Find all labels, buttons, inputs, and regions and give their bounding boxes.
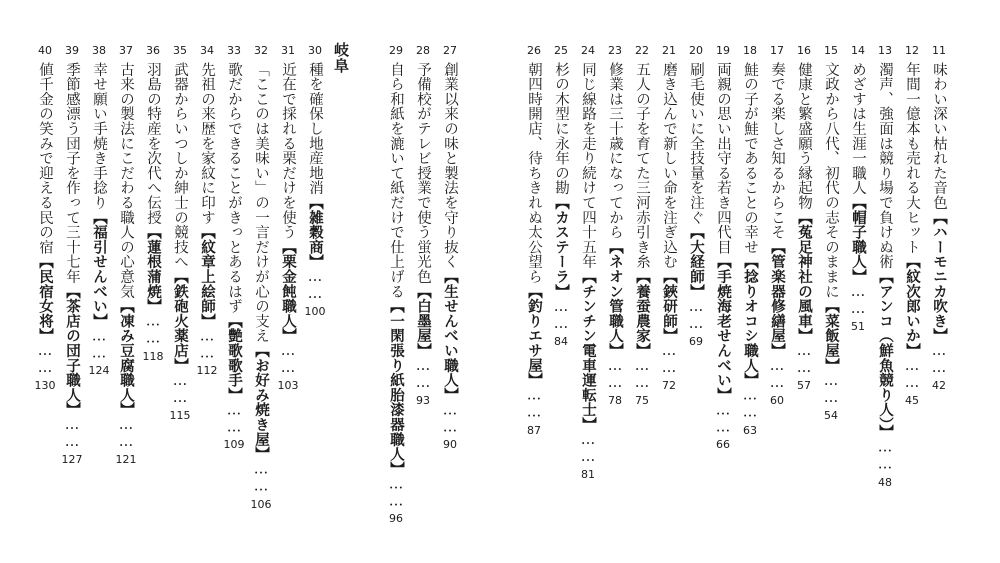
- leader-dots: ……: [253, 461, 269, 496]
- toc-entry[interactable]: [712, 42, 734, 522]
- entry-subtitle: 古来の製法にこだわる職人の心意気: [118, 62, 134, 299]
- entry-tag: 【紋章上絵師】: [199, 224, 216, 329]
- toc-entry[interactable]: [658, 42, 680, 522]
- entry-number: 16: [797, 44, 811, 57]
- toc-entry[interactable]: [820, 42, 842, 522]
- entry-number: 27: [443, 44, 457, 57]
- leader-dots: ……: [850, 284, 866, 319]
- toc-entry[interactable]: [685, 42, 707, 522]
- leader-dots: ……: [607, 358, 623, 393]
- entry-page-number: 100: [304, 305, 326, 319]
- entry-title: [88, 60, 110, 362]
- toc-entry[interactable]: [847, 42, 869, 522]
- entry-number: 11: [932, 44, 946, 57]
- toc-entry[interactable]: [88, 42, 110, 522]
- entry-title: [385, 60, 407, 510]
- entry-subtitle: 羽島の特産を次代へ伝授: [145, 62, 161, 225]
- entry-tag: 【カステーラ】: [553, 195, 570, 299]
- toc-entry[interactable]: [577, 42, 599, 522]
- entry-title: [250, 60, 272, 496]
- entry-number: 35: [173, 44, 187, 57]
- entry-number: 25: [554, 44, 568, 57]
- leader-dots: ……: [415, 358, 431, 392]
- entry-tag: 【白墨屋】: [415, 284, 432, 358]
- entry-subtitle: 歌だからできることがきっとあるはず: [226, 62, 242, 314]
- toc-entry[interactable]: [604, 42, 626, 522]
- leader-dots: ……: [661, 343, 677, 378]
- toc-entry[interactable]: [766, 42, 788, 522]
- leader-dots: ……: [634, 358, 650, 393]
- entry-page-number: 93: [416, 394, 430, 407]
- entry-title: [631, 60, 653, 392]
- toc-entry[interactable]: [115, 42, 137, 522]
- entry-tag: 【釣りエサ屋】: [526, 284, 543, 388]
- entry-number: 34: [200, 44, 214, 57]
- entry-title: [766, 60, 788, 392]
- entry-page-number: 57: [797, 379, 811, 393]
- entry-title: [169, 60, 191, 407]
- entry-page-number: 96: [389, 512, 403, 526]
- entry-title: [685, 60, 707, 333]
- entry-page-number: 112: [196, 364, 218, 378]
- toc-entry[interactable]: [793, 42, 815, 522]
- entry-title: [658, 60, 680, 377]
- entry-number: 22: [635, 44, 649, 57]
- entry-page-number: 121: [115, 453, 137, 467]
- leader-dots: ……: [307, 269, 323, 304]
- entry-number: 37: [119, 44, 133, 57]
- toc-entry[interactable]: [277, 42, 299, 522]
- entry-tag: 【鉄砲火薬店】: [172, 269, 189, 373]
- toc-entry[interactable]: [523, 42, 545, 522]
- entry-tag: 【生せんべい職人】: [442, 269, 459, 403]
- entry-page-number: 75: [635, 394, 649, 408]
- entry-page-number: 42: [932, 379, 946, 393]
- entry-tag: 【チンチン電車運転士】: [580, 269, 597, 433]
- leader-dots: ……: [553, 298, 569, 333]
- entry-subtitle: 予備校がテレビ授業で使う蛍光色: [415, 62, 431, 284]
- entry-number: 38: [92, 44, 106, 57]
- entry-tag: 【養蚕農家】: [634, 269, 651, 359]
- entry-subtitle: 磨き込んで新しい命を注ぎ込む: [661, 62, 677, 270]
- entry-tag: 【栗金飩職人】: [280, 239, 297, 344]
- toc-entry[interactable]: [901, 42, 923, 522]
- entry-subtitle: 文政から八代、初代の志そのままに: [823, 62, 839, 299]
- leader-dots: ……: [442, 402, 458, 437]
- entry-number: 24: [581, 44, 595, 57]
- entry-title: [874, 60, 896, 474]
- entry-number: 19: [716, 44, 730, 57]
- entry-subtitle: 同じ線路を走り続けて四十五年: [580, 62, 596, 270]
- leader-dots: ……: [688, 298, 704, 333]
- entry-subtitle: 味わい深い枯れた音色: [931, 62, 947, 210]
- leader-dots: ……: [742, 387, 758, 422]
- entry-tag: 【雑穀商】: [307, 195, 324, 270]
- entry-page-number: 72: [662, 379, 676, 393]
- entry-page-number: 69: [689, 334, 703, 348]
- entry-title: [304, 60, 326, 303]
- leader-dots: ……: [580, 432, 596, 467]
- entry-title: [793, 60, 815, 377]
- entry-page-number: 109: [223, 438, 245, 452]
- entry-tag: 【アンコ（鮮魚競り人）】: [877, 269, 894, 440]
- entry-subtitle: 武器からいつしか紳士の競技へ: [172, 62, 188, 270]
- entry-tag: 【菜飯屋】: [823, 298, 840, 373]
- entry-subtitle: 五人の子を育てた三河赤引き糸: [634, 62, 650, 270]
- entry-number: 29: [389, 44, 403, 57]
- entry-title: [34, 60, 56, 377]
- entry-title: [439, 60, 461, 436]
- entry-number: 30: [308, 44, 322, 57]
- entry-title: [142, 60, 164, 348]
- entry-title: [712, 60, 734, 436]
- entry-subtitle: 濁声、強面は競り場で負けぬ術: [877, 62, 893, 270]
- entry-subtitle: 年間一億本も売れる大ヒット: [904, 62, 920, 255]
- entry-tag: 【管楽器修繕屋】: [769, 239, 786, 359]
- leader-dots: ……: [796, 343, 812, 378]
- leader-dots: ……: [931, 343, 947, 378]
- leader-dots: ……: [388, 476, 404, 511]
- entry-tag: 【鋏研師】: [661, 269, 678, 344]
- toc-entry[interactable]: [34, 42, 56, 522]
- entry-tag: 【お好み焼き屋】: [253, 343, 270, 462]
- leader-dots: ……: [145, 313, 161, 348]
- entry-number: 31: [281, 44, 295, 57]
- toc-entry[interactable]: [169, 42, 191, 522]
- toc-entry[interactable]: [385, 42, 407, 526]
- entry-number: 15: [824, 44, 838, 57]
- entry-subtitle: 幸せ願い手焼き手捻り: [91, 62, 107, 210]
- entry-tag: 【手焼海老せんべい】: [715, 254, 732, 403]
- entry-subtitle: 鮭の子が鮭であることの幸せ: [742, 62, 758, 255]
- entry-title: [223, 60, 245, 436]
- entry-number: 12: [905, 44, 919, 57]
- entry-page-number: 51: [851, 320, 865, 334]
- entry-number: 36: [146, 44, 160, 57]
- toc-entry[interactable]: [196, 42, 218, 522]
- entry-page-number: 63: [743, 423, 757, 437]
- entry-number: 39: [65, 44, 79, 57]
- entry-tag: 【凍み豆腐職人】: [118, 298, 135, 418]
- entry-page-number: 84: [554, 334, 568, 348]
- entry-subtitle: 朝四時開店、待ちきれぬ太公望ら: [526, 62, 542, 284]
- entry-title: [604, 60, 626, 392]
- entry-tag: 【茶店の団子職人】: [64, 284, 81, 418]
- entry-tag: 【ネオン管職人】: [607, 239, 624, 359]
- toc-entry[interactable]: [550, 42, 572, 522]
- entry-title: [115, 60, 137, 451]
- entry-page-number: 115: [169, 408, 191, 422]
- entry-tag: 【帽子職人】: [850, 195, 867, 285]
- entry-title: [928, 60, 950, 377]
- entry-tag: 【一閑張り紙胎漆器職人】: [388, 298, 405, 477]
- entry-number: 23: [608, 44, 622, 57]
- entry-title: [523, 60, 545, 422]
- entry-page-number: 87: [527, 423, 541, 437]
- entry-page-number: 106: [250, 497, 272, 511]
- section-heading-gifu: 岐阜: [332, 42, 350, 74]
- toc-entry[interactable]: [739, 42, 761, 522]
- entry-subtitle: 値千金の笑みで迎える民の宿: [37, 62, 53, 255]
- toc-entry[interactable]: [928, 42, 950, 522]
- entry-tag: 【捻りオコシ職人】: [742, 254, 759, 388]
- leader-dots: ……: [91, 328, 107, 363]
- entry-number: 32: [254, 44, 268, 57]
- entry-number: 33: [227, 44, 241, 57]
- entry-page-number: 118: [142, 349, 164, 363]
- entry-title: [901, 60, 923, 392]
- entry-number: 21: [662, 44, 676, 57]
- entry-subtitle: めざすは生涯一職人: [850, 62, 866, 196]
- toc-entry[interactable]: [874, 42, 896, 522]
- entry-title: [847, 60, 869, 318]
- entry-subtitle: 健康と繁盛願う縁起物: [796, 62, 812, 210]
- toc-entry[interactable]: [631, 42, 653, 522]
- entry-title: [412, 60, 434, 392]
- entry-number: 40: [38, 44, 52, 57]
- toc-entry[interactable]: [412, 42, 434, 522]
- entry-tag: 【蓮根蒲焼】: [145, 224, 162, 314]
- leader-dots: ……: [877, 439, 893, 474]
- entry-tag: 【艶歌歌手】: [226, 313, 243, 403]
- entry-tag: 【紋次郎いか】: [904, 254, 921, 359]
- entry-page-number: 60: [770, 394, 784, 408]
- entry-subtitle: 刷毛使いに全技量を注ぐ: [688, 62, 704, 225]
- entry-subtitle: 先祖の来歴を家紋に印す: [199, 62, 215, 225]
- entry-number: 17: [770, 44, 784, 57]
- entry-page-number: 130: [34, 379, 56, 393]
- entry-page-number: 48: [878, 475, 892, 489]
- leader-dots: ……: [904, 358, 920, 393]
- toc-entry[interactable]: [250, 42, 272, 522]
- entry-subtitle: 自ら和紙を漉いて紙だけで仕上げる: [388, 62, 404, 299]
- entry-title: [577, 60, 599, 466]
- entry-title: [277, 60, 299, 377]
- entry-page-number: 45: [905, 394, 919, 408]
- toc-entry[interactable]: [223, 42, 245, 522]
- leader-dots: ……: [199, 328, 215, 363]
- entry-page-number: 66: [716, 438, 730, 452]
- entry-subtitle: 季節感漂う団子を作って三十七年: [64, 62, 80, 284]
- entry-number: 20: [689, 44, 703, 57]
- entry-subtitle: 杉の木型に永年の勘: [553, 62, 569, 196]
- toc-entry[interactable]: [304, 42, 326, 522]
- entry-tag: 【大経師】: [688, 224, 705, 299]
- entry-page-number: 81: [581, 468, 595, 482]
- entry-number: 14: [851, 44, 865, 57]
- entry-page-number: 127: [61, 453, 83, 467]
- entry-subtitle: 創業以来の味と製法を守り抜く: [442, 62, 458, 270]
- leader-dots: ……: [172, 372, 188, 407]
- entry-title: [820, 60, 842, 407]
- leader-dots: ……: [823, 372, 839, 407]
- entry-title: [739, 60, 761, 422]
- entry-page-number: 54: [824, 408, 838, 422]
- entry-number: 28: [416, 44, 430, 57]
- entry-subtitle: 両親の思い出守る若き四代目: [715, 62, 731, 255]
- entry-subtitle: 修業は三十歳になってから: [607, 62, 623, 240]
- leader-dots: ……: [526, 387, 542, 422]
- entry-page-number: 124: [88, 364, 110, 378]
- toc-entry[interactable]: [61, 42, 83, 522]
- entry-subtitle: 近在で採れる栗だけを使う: [280, 62, 296, 240]
- entry-tag: 【ハーモニカ吹き】: [931, 210, 948, 344]
- entry-title: [196, 60, 218, 362]
- leader-dots: ……: [280, 343, 296, 378]
- leader-dots: ……: [37, 343, 53, 378]
- entry-subtitle: 種を確保し地産地消: [307, 62, 323, 196]
- entry-tag: 【民宿女将】: [37, 254, 54, 344]
- entry-page-number: 90: [443, 438, 457, 452]
- entry-page-number: 78: [608, 394, 622, 408]
- leader-dots: ……: [226, 402, 242, 437]
- entry-number: 26: [527, 44, 541, 57]
- leader-dots: ……: [64, 417, 80, 452]
- toc-entry[interactable]: [142, 42, 164, 522]
- entry-number: 13: [878, 44, 892, 57]
- entry-subtitle: 「ここのは美味い」の一言だけが心の支え: [253, 62, 269, 344]
- leader-dots: ……: [769, 358, 785, 393]
- leader-dots: ……: [715, 402, 731, 437]
- toc-entry[interactable]: [439, 42, 461, 522]
- entry-number: 18: [743, 44, 757, 57]
- entry-title: [61, 60, 83, 451]
- entry-title: [550, 60, 572, 333]
- entry-tag: 【菟足神社の風車】: [796, 210, 813, 344]
- leader-dots: ……: [118, 417, 134, 452]
- entry-tag: 【福引せんべい】: [91, 210, 108, 329]
- entry-page-number: 103: [277, 379, 299, 393]
- entry-subtitle: 奏でる楽しさ知るからこそ: [769, 62, 785, 240]
